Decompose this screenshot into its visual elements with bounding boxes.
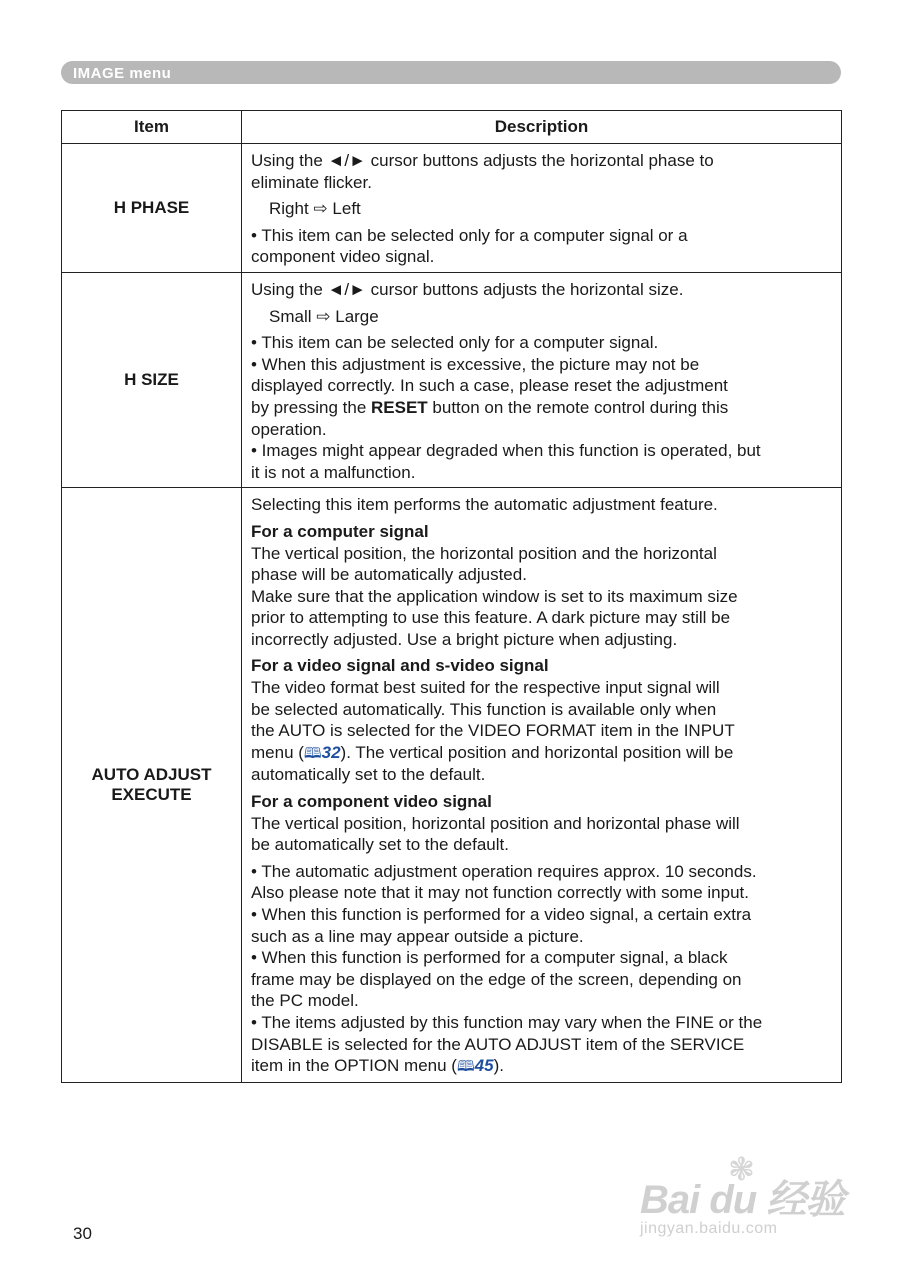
description-h-size [242, 272, 842, 487]
description-h-phase [242, 144, 842, 273]
desc-text: phase will be automatically adjusted. [251, 565, 527, 585]
desc-text: eliminate flicker. [251, 172, 372, 192]
table-row [62, 144, 842, 273]
desc-text: The vertical position, horizontal position and horizontal phase will [251, 813, 740, 833]
desc-text: Using the ◄/► cursor buttons adjusts the horizontal phase to [251, 151, 714, 170]
item-auto-adjust-execute [62, 488, 242, 1082]
note-text: • The automatic adjustment operation requires approx. 10 seconds. [251, 861, 757, 881]
desc-text: Using the ◄/► cursor buttons adjusts the horizontal size. [251, 279, 684, 299]
note-text: the PC model. [251, 991, 359, 1011]
adjust-range [251, 198, 833, 220]
item-h-size: H SIZE [62, 272, 242, 487]
item-label-line: EXECUTE [111, 785, 192, 805]
book-icon: 🕮 [303, 744, 322, 762]
note-text: DISABLE is selected for the AUTO ADJUST item of the SERVICE [251, 1034, 745, 1054]
range-start: Right [269, 199, 309, 219]
item-h-phase: H PHASE [62, 144, 242, 273]
page-ref-link[interactable]: 32 [321, 742, 341, 762]
subheading-video-signal: For a video signal and s-video signal [251, 656, 549, 676]
paw-icon: ❃ [728, 1151, 755, 1187]
note-text: frame may be displayed on the edge of the screen, depending on [251, 969, 742, 989]
note-text: • The items adjusted by this function may vary when the FINE or the [251, 1012, 763, 1032]
note-text: it is not a malfunction. [251, 462, 416, 482]
note-text: • When this function is performed for a computer signal, a black [251, 948, 728, 968]
section-header-bar [61, 61, 841, 84]
table-row [62, 488, 842, 1082]
note-text: by pressing the RESET button on the remote control during this [251, 397, 729, 417]
note-text: • Images might appear degraded when this function is operated, but [251, 441, 761, 461]
note-text: Also please note that it may not function correctly with some input. [251, 883, 749, 903]
desc-text: incorrectly adjusted. Use a bright picture when adjusting. [251, 629, 678, 649]
subheading-component-signal: For a component video signal [251, 792, 492, 812]
table-row [62, 272, 842, 487]
image-menu-table [61, 110, 842, 1083]
desc-text: The video format best suited for the respective input signal will [251, 678, 720, 698]
desc-text: Selecting this item performs the automatic adjustment feature. [251, 495, 718, 515]
left-right-arrow-icon: ⇨ [316, 306, 331, 326]
section-title: IMAGE menu [73, 65, 172, 82]
table-header-row [62, 111, 842, 144]
page-ref-link[interactable]: 45 [474, 1056, 494, 1076]
desc-text: automatically set to the default. [251, 765, 486, 785]
desc-text: prior to attempting to use this feature. A dark picture may still be [251, 608, 731, 628]
reset-button-label: RESET [371, 397, 428, 417]
desc-text: Make sure that the application window is set to its maximum size [251, 586, 738, 606]
desc-text: The vertical position, the horizontal position and the horizontal [251, 543, 717, 563]
desc-text: menu (🕮32). The vertical position and horizontal position will be [251, 742, 833, 765]
range-start: Small [269, 306, 312, 326]
note-text: operation. [251, 419, 327, 439]
item-label-line: AUTO ADJUST [91, 765, 212, 785]
note-text: • This item can be selected only for a computer signal or a [251, 225, 688, 245]
note-text: displayed correctly. In such a case, please reset the adjustment [251, 376, 728, 396]
baidu-watermark [640, 1150, 850, 1245]
column-header-item: Item [62, 111, 242, 144]
watermark-brand: Bai du 经验 [640, 1178, 845, 1222]
note-text: • When this function is performed for a video signal, a certain extra [251, 905, 752, 924]
note-text: • This item can be selected only for a computer signal. [251, 333, 659, 353]
desc-text: the AUTO is selected for the VIDEO FORMAT item in the INPUT [251, 721, 735, 741]
note-text: • When this adjustment is excessive, the picture may not be [251, 354, 700, 374]
range-end: Left [332, 199, 361, 219]
left-right-arrow-icon: ⇨ [313, 199, 328, 219]
column-header-description: Description [242, 111, 842, 144]
book-icon: 🕮 [456, 1058, 475, 1076]
note-text: such as a line may appear outside a picture. [251, 926, 584, 946]
subheading-computer-signal: For a computer signal [251, 521, 429, 541]
desc-text: be selected automatically. This function is available only when [251, 699, 717, 719]
description-auto-adjust [242, 488, 842, 1082]
range-end: Large [335, 306, 379, 326]
adjust-range [251, 306, 833, 328]
note-text: component video signal. [251, 247, 435, 267]
page-number: 30 [73, 1224, 92, 1243]
note-text: item in the OPTION menu (🕮45). [251, 1055, 833, 1078]
watermark-url: jingyan.baidu.com [640, 1220, 778, 1237]
desc-text: be automatically set to the default. [251, 835, 509, 855]
